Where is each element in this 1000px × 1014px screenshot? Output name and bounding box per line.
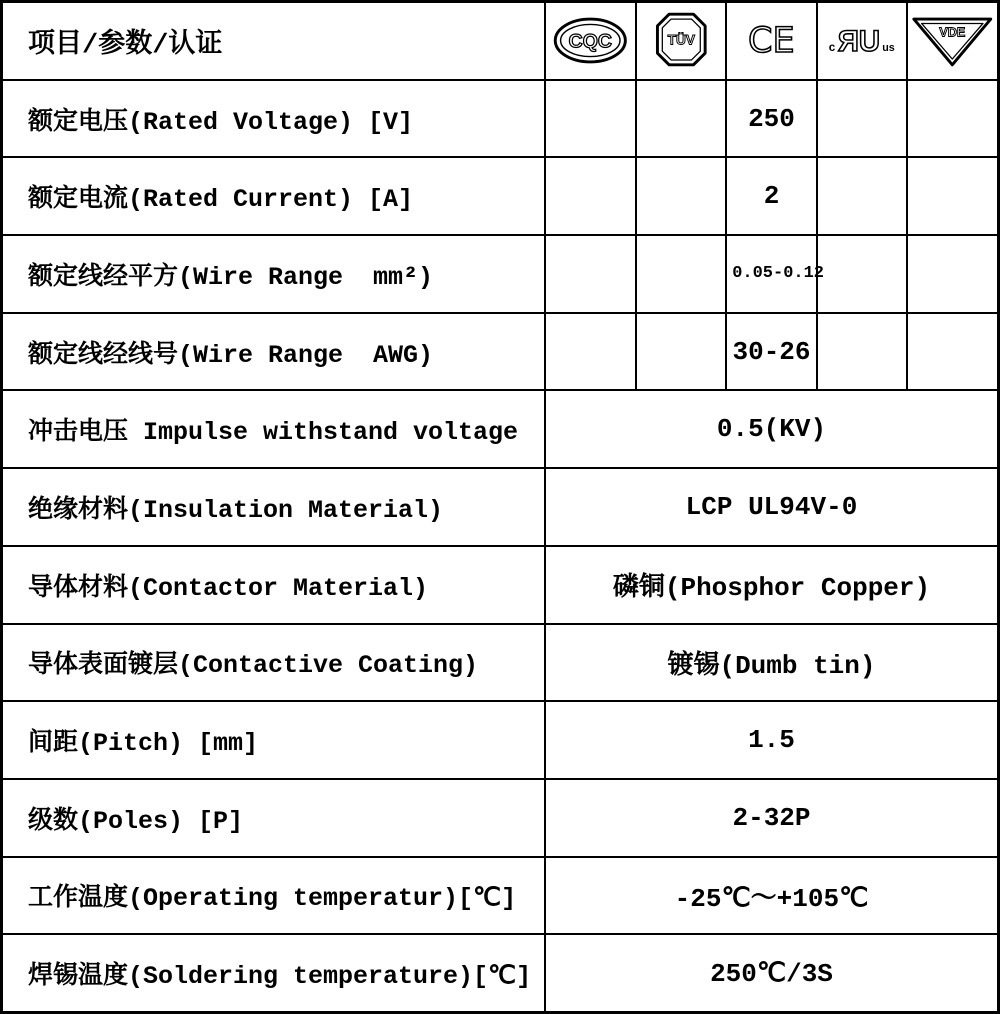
spec-label: 额定线经线号(Wire Range AWG) bbox=[2, 313, 545, 391]
ur-letter-u: U bbox=[858, 26, 880, 59]
spec-value: 250℃/3S bbox=[545, 934, 998, 1012]
ce-lettering: CE bbox=[748, 20, 795, 62]
vde-logo-cell bbox=[907, 2, 998, 80]
spec-label: 导体材料(Contactor Material) bbox=[2, 546, 545, 624]
ur-suffix-us: us bbox=[882, 42, 895, 55]
vde-column-cell bbox=[907, 313, 998, 391]
cqc-logo-icon bbox=[546, 2, 635, 79]
tuv-column-cell bbox=[636, 313, 727, 391]
ur-prefix-c: c bbox=[828, 41, 836, 55]
spec-label: 级数(Poles) [P] bbox=[2, 779, 545, 857]
ur-logo-cell bbox=[817, 2, 908, 80]
vde-lettering: VDE bbox=[939, 25, 966, 40]
ur-recognized-logo-icon bbox=[818, 2, 907, 79]
spec-label: 导体表面镀层(Contactive Coating) bbox=[2, 624, 545, 702]
spec-value: 250 bbox=[726, 80, 817, 158]
ur-column-cell bbox=[817, 313, 908, 391]
vde-column-cell bbox=[907, 80, 998, 158]
spec-label: 绝缘材料(Insulation Material) bbox=[2, 468, 545, 546]
cqc-column-cell bbox=[545, 157, 636, 235]
spec-value: 2 bbox=[726, 157, 817, 235]
vde-logo-icon bbox=[908, 2, 997, 79]
ce-logo-icon bbox=[727, 2, 816, 79]
cqc-lettering: CQC bbox=[568, 30, 612, 53]
tuv-column-cell bbox=[636, 80, 727, 158]
tuv-logo-icon bbox=[637, 2, 726, 79]
spec-value: -25℃～+105℃ bbox=[545, 857, 998, 935]
cqc-column-cell bbox=[545, 235, 636, 313]
tuv-column-cell bbox=[636, 235, 727, 313]
ce-logo-cell bbox=[726, 2, 817, 80]
tuv-column-cell bbox=[636, 157, 727, 235]
cqc-column-cell bbox=[545, 80, 636, 158]
spec-label: 焊锡温度(Soldering temperature)[℃] bbox=[2, 934, 545, 1012]
spec-label: 间距(Pitch) [mm] bbox=[2, 701, 545, 779]
spec-value: 1.5 bbox=[545, 701, 998, 779]
header-label: 项目/参数/认证 bbox=[2, 2, 545, 80]
cqc-column-cell bbox=[545, 313, 636, 391]
spec-value: 磷铜(Phosphor Copper) bbox=[545, 546, 998, 624]
spec-label: 额定线经平方(Wire Range mm²) bbox=[2, 235, 545, 313]
spec-value: 0.05-0.12 bbox=[726, 235, 817, 313]
tuv-logo-cell bbox=[636, 2, 727, 80]
spec-label: 冲击电压 Impulse withstand voltage bbox=[2, 390, 545, 468]
spec-value: 0.5(KV) bbox=[545, 390, 998, 468]
cqc-logo-cell bbox=[545, 2, 636, 80]
ur-column-cell bbox=[817, 80, 908, 158]
tuv-lettering: TÜV bbox=[667, 32, 695, 48]
spec-value: 2-32P bbox=[545, 779, 998, 857]
vde-column-cell bbox=[907, 235, 998, 313]
spec-label: 额定电流(Rated Current) [A] bbox=[2, 157, 545, 235]
ur-letter-r: R bbox=[837, 26, 859, 59]
spec-label: 额定电压(Rated Voltage) [V] bbox=[2, 80, 545, 158]
spec-label: 工作温度(Operating temperatur)[℃] bbox=[2, 857, 545, 935]
spec-value: 镀锡(Dumb tin) bbox=[545, 624, 998, 702]
ur-column-cell bbox=[817, 235, 908, 313]
spec-value: 30-26 bbox=[726, 313, 817, 391]
spec-value: LCP UL94V-0 bbox=[545, 468, 998, 546]
ur-mirrored-r bbox=[838, 27, 859, 59]
ur-column-cell bbox=[817, 157, 908, 235]
vde-column-cell bbox=[907, 157, 998, 235]
